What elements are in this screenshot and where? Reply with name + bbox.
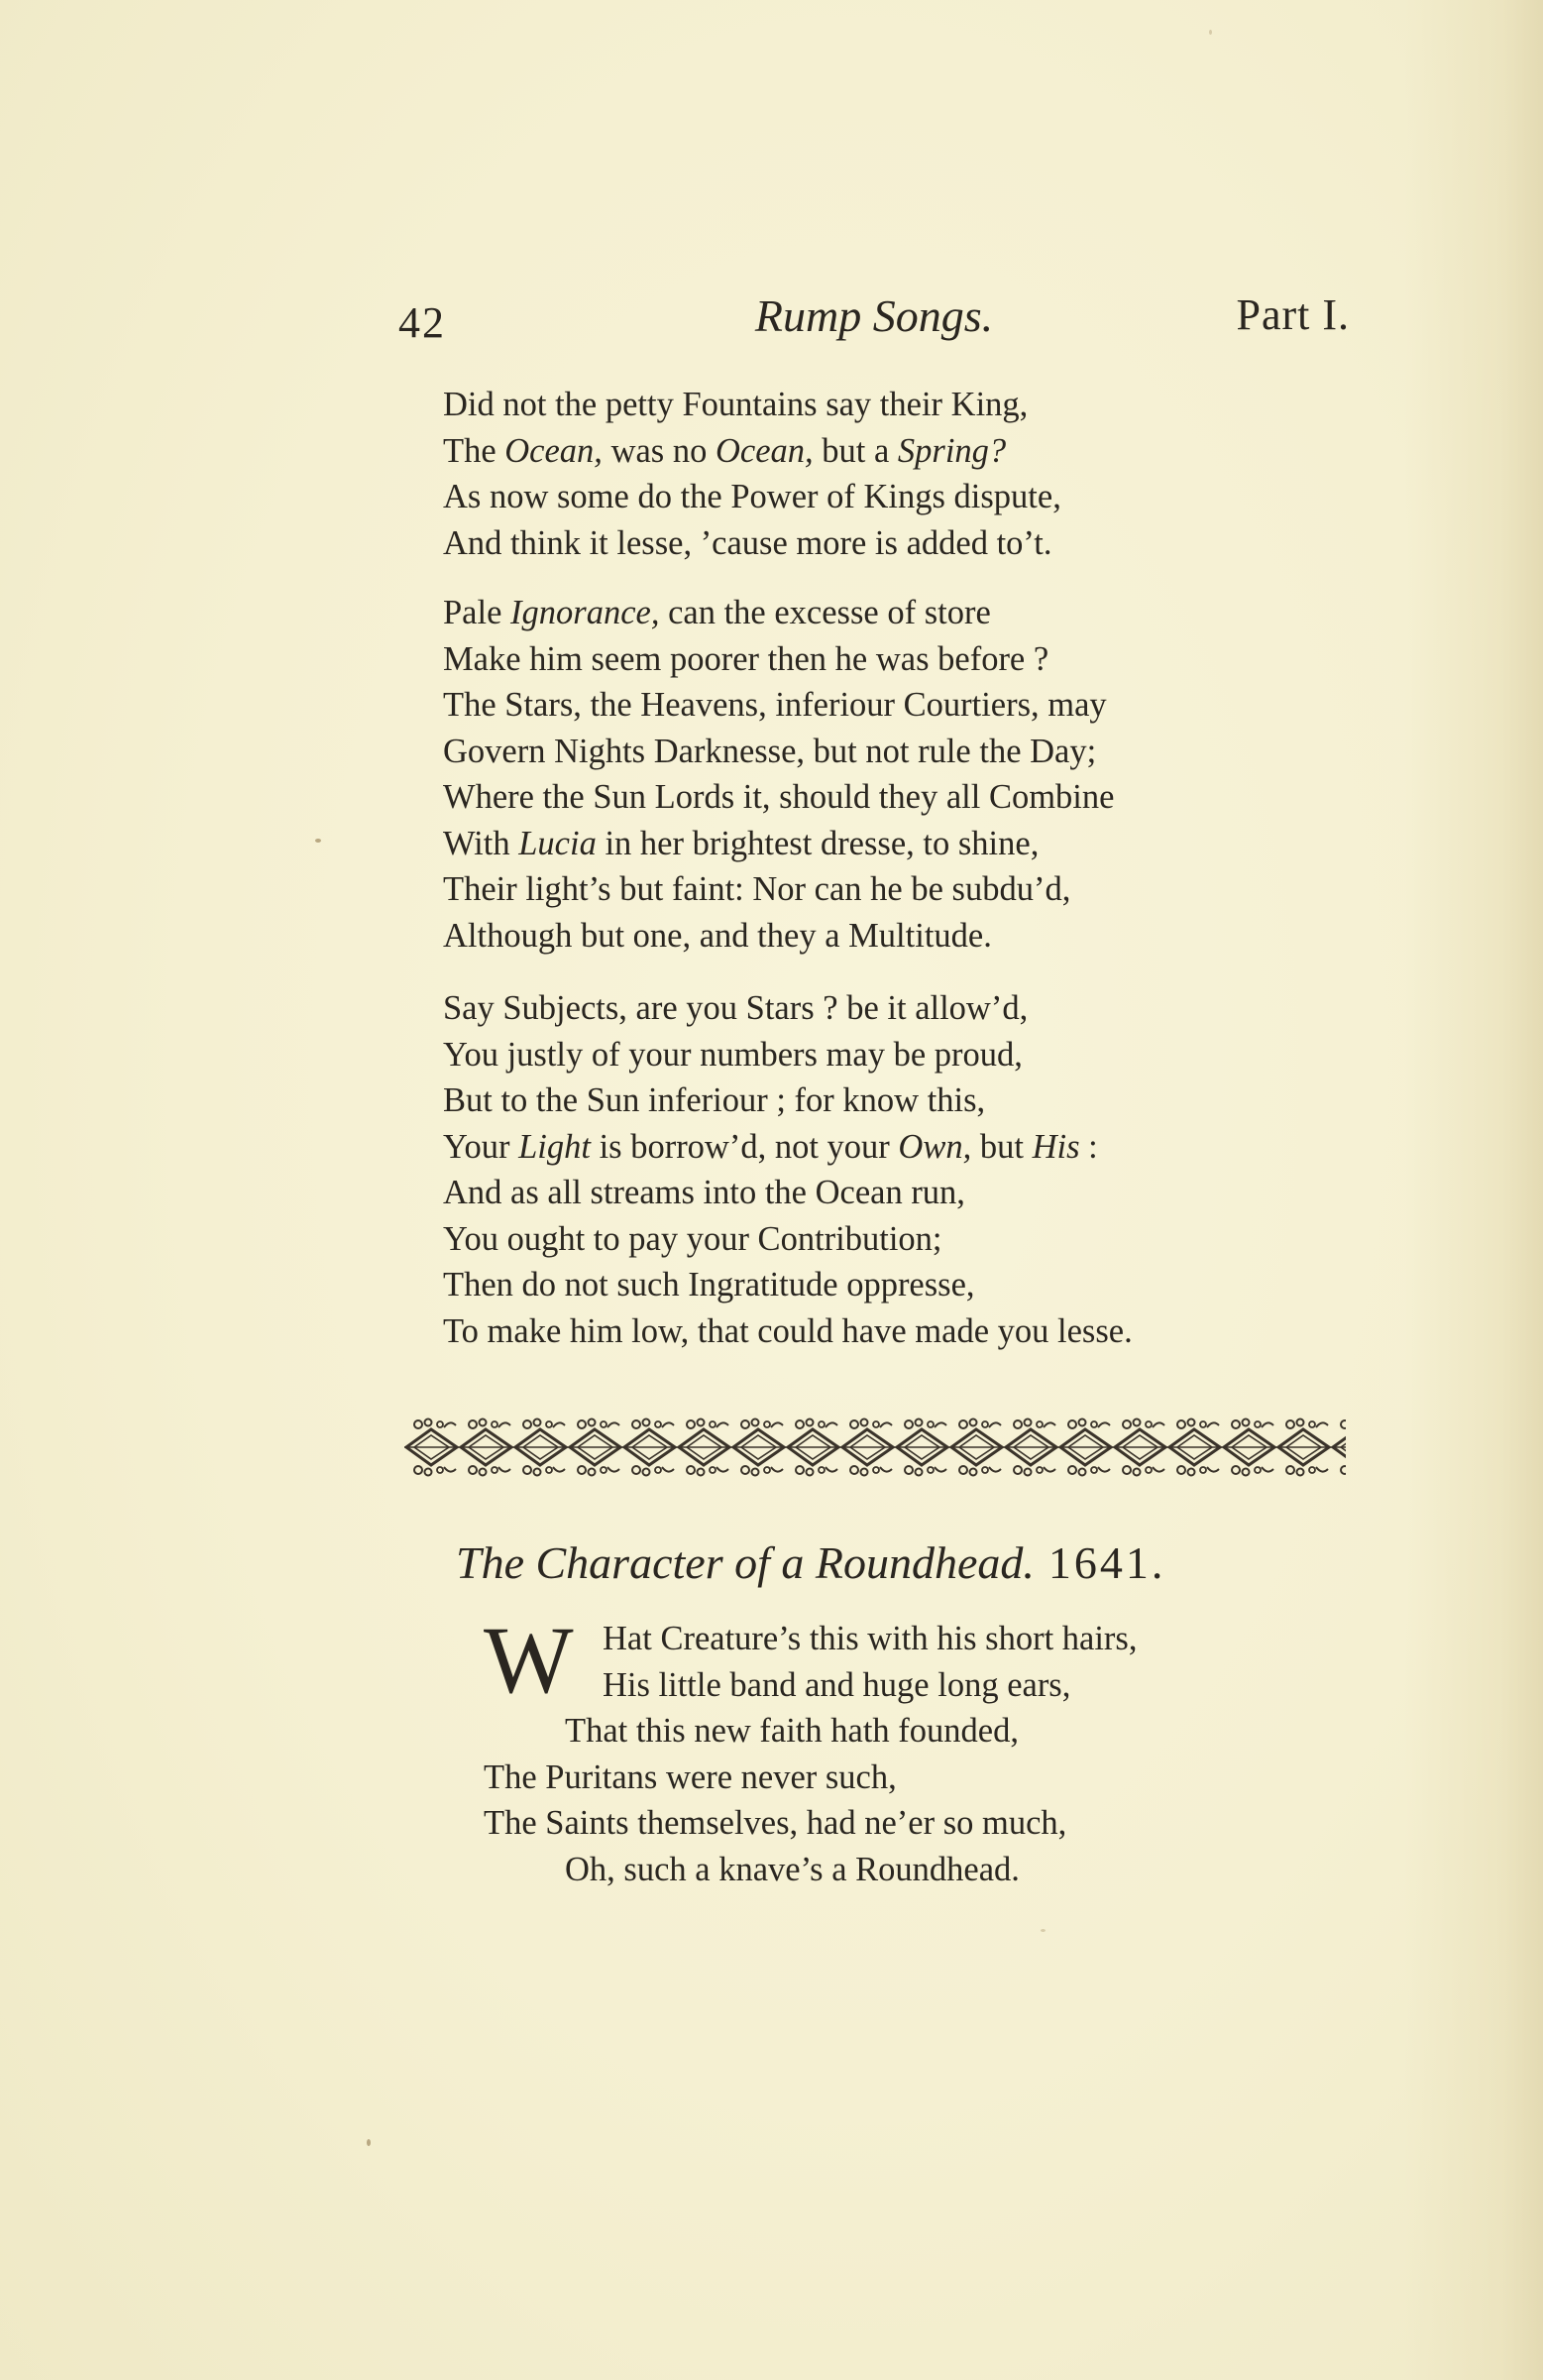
part-label: Part I. (1236, 290, 1350, 339)
paper-speck (1209, 30, 1212, 35)
poem-line: Make him seem poorer then he was before ? (443, 639, 1049, 678)
gutter-shadow (1404, 0, 1543, 2380)
stanza-1 (443, 382, 1335, 566)
running-title: Rump Songs. (754, 290, 994, 341)
poem-line: The Puritans were never such, (484, 1757, 897, 1796)
poem-line: The Saints themselves, had ne’er so much, (484, 1804, 1067, 1842)
poem-line: Did not the petty Fountains say their King, (443, 386, 1029, 423)
stanza-3 (443, 985, 1335, 1354)
poem-line: You justly of your numbers may be proud, (443, 1035, 1023, 1074)
page-number: 42 (398, 298, 446, 347)
poem-line: The Ocean, was no Ocean, but a Spring? (443, 431, 1007, 470)
poem-line: And think it lesse, ’cause more is added to’t. (443, 523, 1052, 562)
poem-line: Hat Creature’s this with his short hairs, (603, 1620, 1138, 1657)
poem-line: Although but one, and they a Multitude. (443, 916, 992, 955)
poem-line: Govern Nights Darknesse, but not rule the Day; (443, 732, 1097, 770)
poem-line: Oh, such a knave’s a Roundhead. (565, 1850, 1020, 1888)
poem-line: Then do not such Ingratitude oppresse, (443, 1266, 975, 1303)
drop-cap: W (484, 1607, 574, 1713)
poem-line: Where the Sun Lords it, should they all Combine (443, 778, 1115, 816)
poem-line: As now some do the Power of Kings dispute, (443, 478, 1061, 515)
paper-speck (1041, 1929, 1046, 1932)
poem-title: The Character of a Roundhead. (456, 1537, 1035, 1588)
poem-line: The Stars, the Heavens, inferiour Courtiers, may (443, 686, 1107, 724)
poem-line: To make him low, that could have made you lesse. (443, 1311, 1133, 1350)
poem-line: And as all streams into the Ocean run, (443, 1174, 965, 1211)
poem-line: Say Subjects, are you Stars ? be it allow’d, (443, 989, 1029, 1027)
poem-line: With Lucia in her brightest dresse, to shine, (443, 824, 1040, 862)
poem-line: His little band and huge long ears, (603, 1665, 1071, 1704)
poem-line: Their light’s but faint: Nor can he be subdu’d, (443, 870, 1071, 908)
running-head (398, 289, 1350, 359)
roundhead-poem (484, 1607, 1376, 1892)
poem-line: But to the Sun inferiour ; for know this, (443, 1081, 986, 1119)
paper-speck (315, 839, 321, 843)
poem-line: Pale Ignorance, can the excesse of store (443, 594, 991, 631)
paper-speck (367, 2139, 371, 2146)
poem-line: Your Light is borrow’d, not your Own, but His : (443, 1127, 1098, 1166)
poem-year: 1641. (1047, 1537, 1166, 1588)
stanza-2 (443, 590, 1335, 959)
poem-line: You ought to pay your Contribution; (443, 1219, 942, 1258)
ornamental-divider (404, 1416, 1346, 1479)
section-title (456, 1536, 1348, 1589)
poem-line: That this new faith hath founded, (565, 1712, 1019, 1750)
